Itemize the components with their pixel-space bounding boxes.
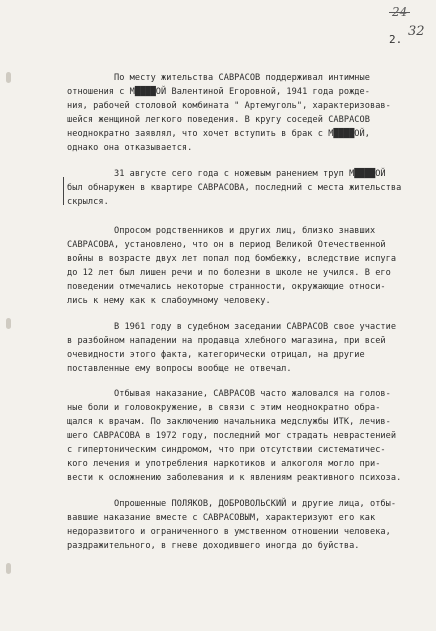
text-line: ные боли и головокружение, в связи с этим неоднократно обра- — [67, 403, 381, 413]
text-line: ния, рабочей столовой комбината " Артемуголь", характеризовав- — [67, 101, 391, 111]
paragraph-6 — [67, 497, 427, 553]
text-line: неоднократно заявлял, что хочет вступить в брак с М████ОЙ, — [67, 129, 370, 139]
paragraph-1 — [67, 71, 427, 155]
text-line: шего САВРАСОВА в 1972 году, последний мог страдать неврастенией — [67, 431, 397, 441]
text-line: вавшие наказание вместе с САВРАСОВЫМ, характеризуют его как — [67, 513, 376, 523]
text-line: Опрошенные ПОЛЯКОВ, ДОБРОВОЛЬСКИЙ и другие лица, отбы- — [67, 499, 397, 509]
text-line: с гипертоническим синдромом, что при отсутствии систематичес- — [67, 445, 386, 455]
crossed-out-page-number: 24 — [392, 5, 408, 19]
text-line: до 12 лет был лишен речи и по болезни в школе не учился. В его — [67, 268, 391, 278]
text-line: 31 августе сего года с ножевым ранением труп М████ОЙ — [67, 169, 386, 179]
text-line: был обнаружен в квартире САВРАСОВА, последний с места жительства — [67, 183, 402, 193]
text-line: войны в возрасте двух лет попал под бомбежку, вследствие испуга — [67, 254, 397, 264]
margin-mark — [63, 177, 64, 205]
binder-hole — [6, 72, 11, 83]
text-line: поведении отмечались некоторые странности, окружающие относи- — [67, 282, 386, 292]
paragraph-2 — [67, 167, 427, 209]
binder-hole — [6, 318, 11, 329]
typed-page-number: 2. — [389, 33, 403, 46]
text-line: лись к нему как к слабоумному человеку. — [67, 296, 271, 306]
text-line: скрылся. — [67, 197, 109, 207]
text-line: САВРАСОВА, установлено, что он в период Великой Отечественной — [67, 240, 386, 250]
handwritten-page-number: 32 — [408, 24, 425, 39]
paragraph-3 — [67, 224, 427, 308]
binder-hole — [6, 563, 11, 574]
text-line: вести к осложнению заболевания и к явлениям реактивного психоза. — [67, 473, 402, 483]
text-line: однако она отказывается. — [67, 143, 193, 153]
paragraph-5 — [67, 387, 427, 485]
text-line: По месту жительства САВРАСОВ поддерживал интимные — [67, 73, 370, 83]
text-line: очевидности этого факта, категорически отрицал, на другие — [67, 350, 365, 360]
text-line: Отбывая наказание, САВРАСОВ часто жаловался на голов- — [67, 389, 391, 399]
text-line: раздражительного, в гневе доходившего иногда до буйства. — [67, 541, 360, 551]
text-line: недоразвитого и ограниченного в умственном отношении человека, — [67, 527, 391, 537]
text-line: в разбойном нападении на продавца хлебного магазина, при всей — [67, 336, 386, 346]
text-line: щался к врачам. По заключению начальника медслужбы ИТК, лечив- — [67, 417, 391, 427]
text-line: В 1961 году в судебном заседании САВРАСОВ свое участие — [67, 322, 397, 332]
paragraph-4 — [67, 320, 427, 376]
text-line: поставленные ему вопросы вообще не отвечал. — [67, 364, 292, 374]
text-line: Опросом родственников и других лиц, близко знавших — [67, 226, 376, 236]
text-line: отношения с М████ОЙ Валентиной Егоровной, 1941 года рожде- — [67, 87, 370, 97]
text-line: шейся женщиной легкого поведения. В кругу соседей САВРАСОВ — [67, 115, 370, 125]
text-line: кого лечения и употребления наркотиков и алкоголя могло при- — [67, 459, 381, 469]
